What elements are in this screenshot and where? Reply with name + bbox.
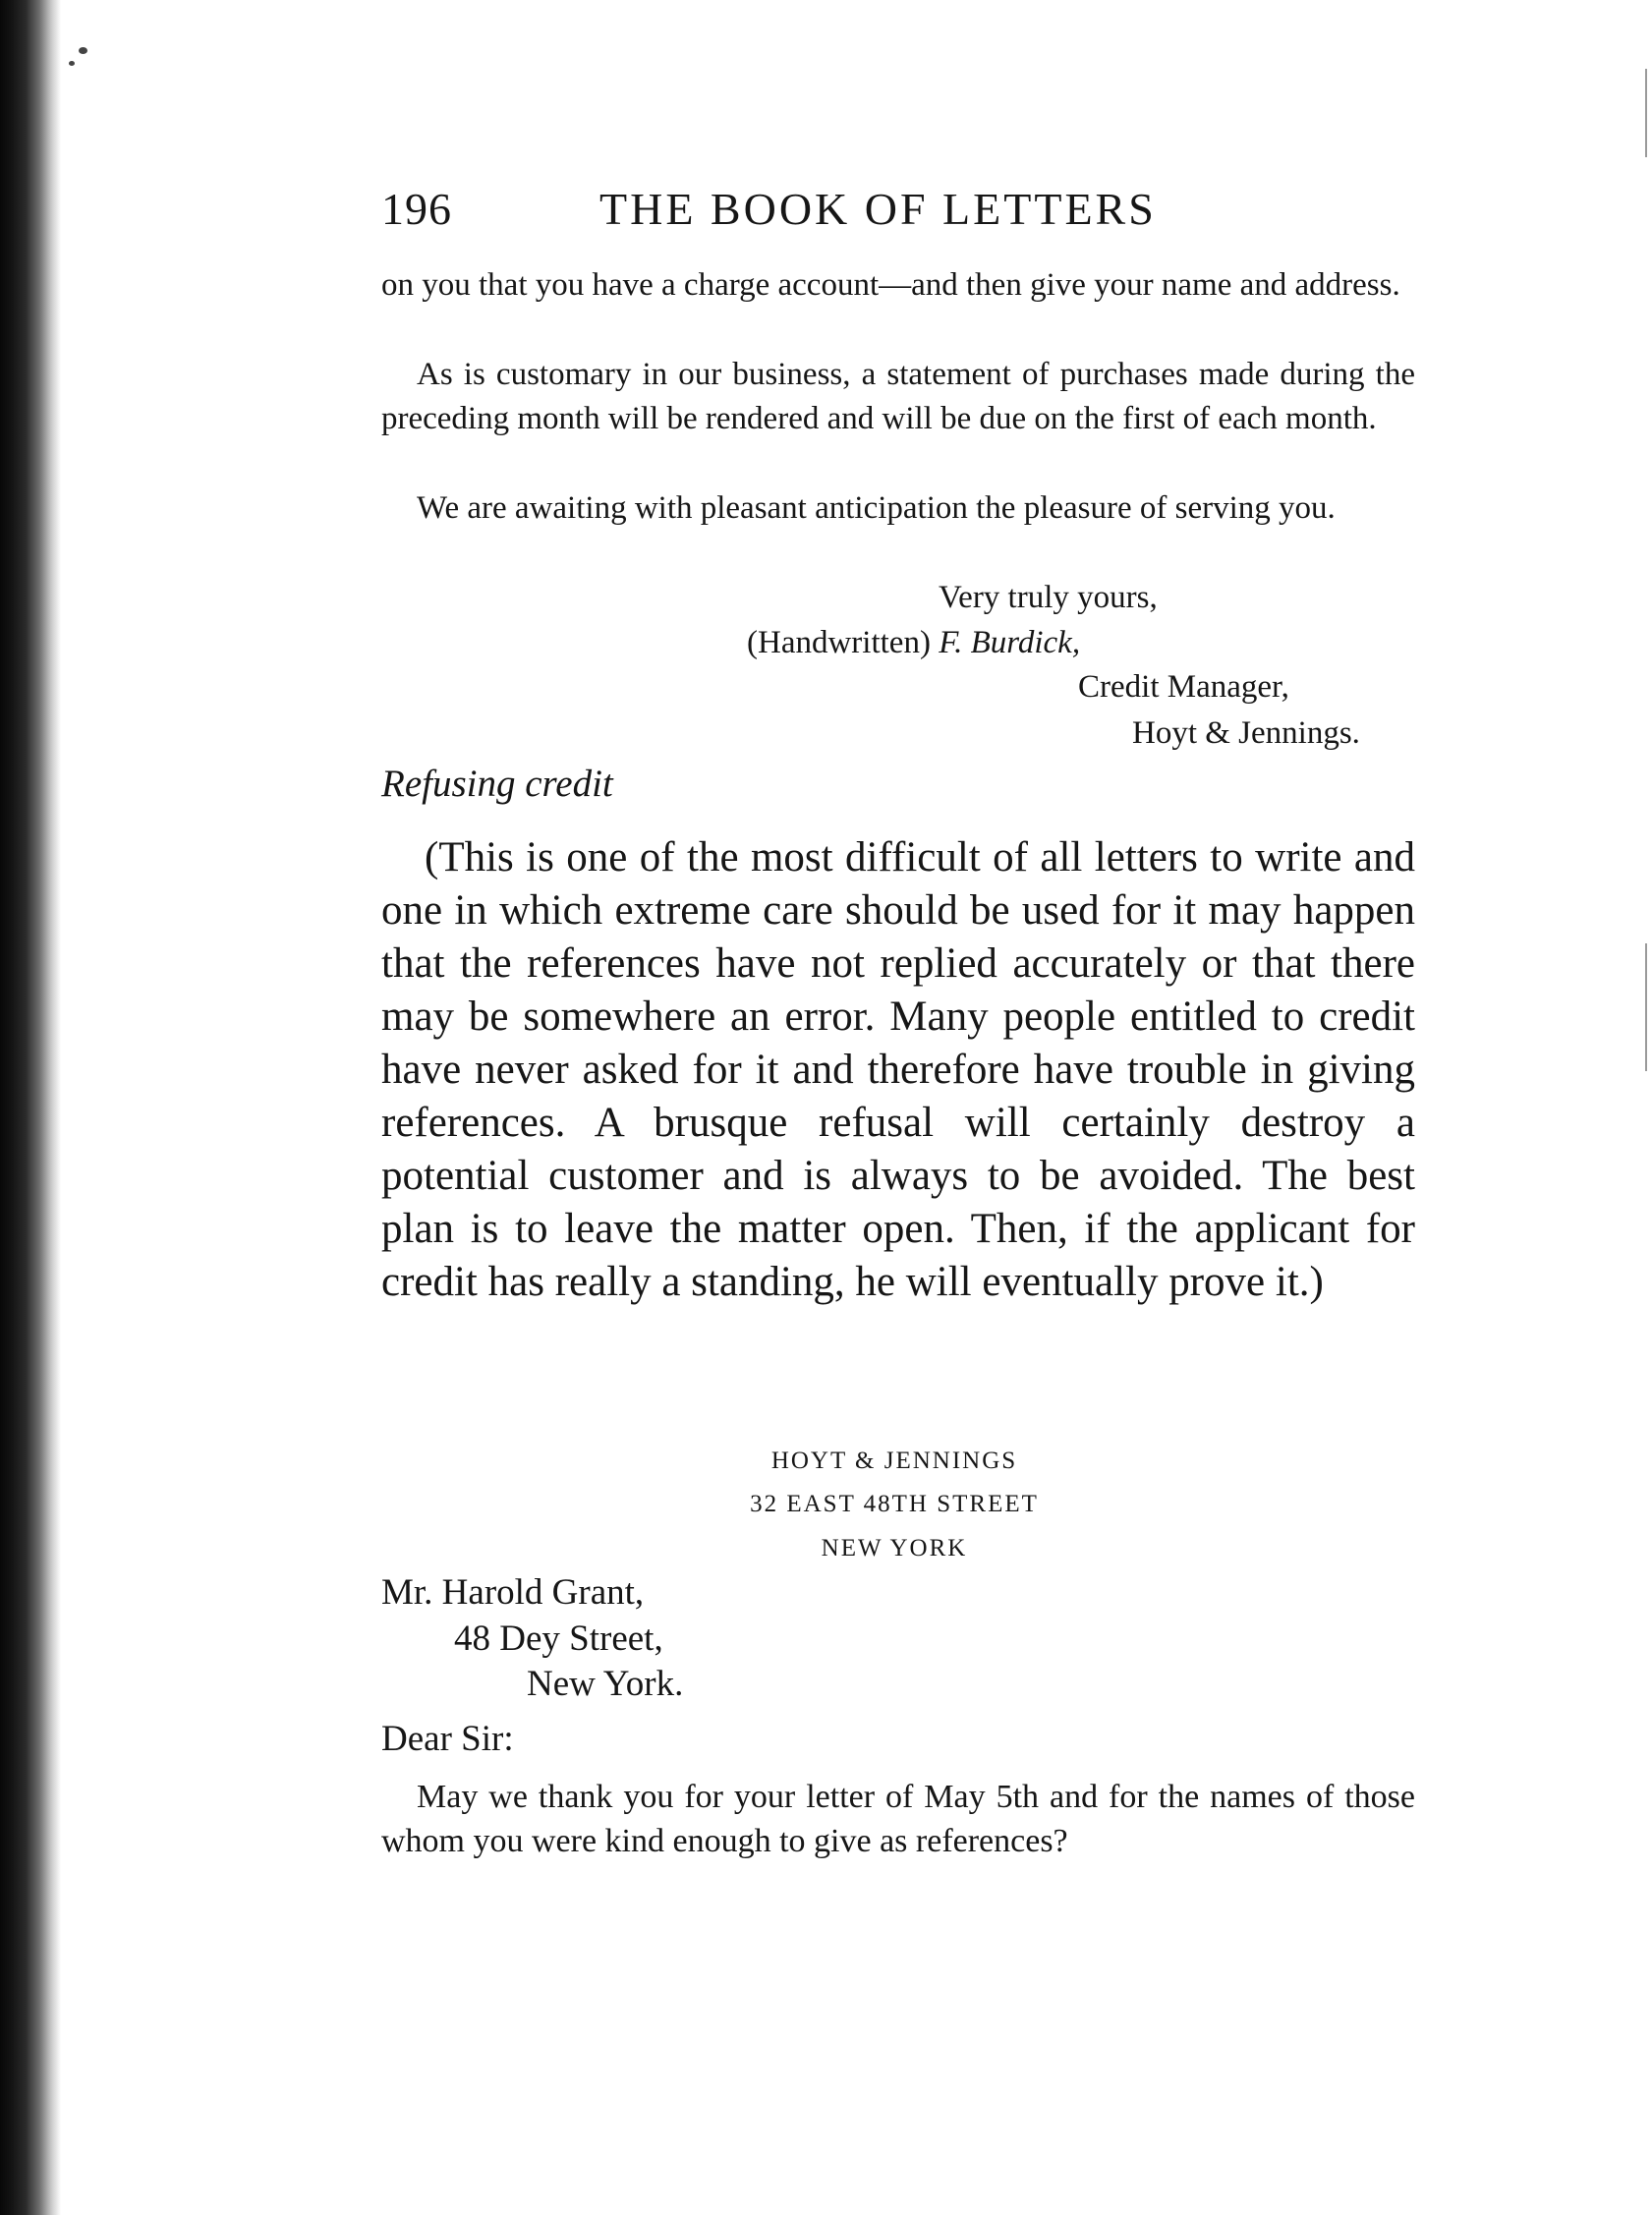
signature-line (747, 621, 1080, 665)
signature-company: Hoyt & Jennings. (1132, 715, 1360, 751)
letterhead-city: NEW YORK (821, 1535, 968, 1562)
editorial-note: (This is one of the most difficult of all letters to write and one in which extreme care should be used for it may happen that the references have not replied accurately or that there may be somewhere an error. Many people entitled to credit have never asked for it and therefore have trouble in giving references. A brusque refusal will certainly destroy a potential customer and is always to be avoided. The best plan is to leave the matter open. Then, if the applicant for credit has really a standing, he will eventually prove it.) (381, 834, 1415, 1305)
scan-edge-mark (1645, 69, 1647, 157)
complimentary-close: Very truly yours, (939, 580, 1158, 615)
scan-edge-mark (1645, 943, 1647, 1071)
recipient-street: 48 Dey Street, (454, 1619, 663, 1659)
running-head: THE BOOK OF LETTERS (599, 184, 1157, 234)
recipient-name: Mr. Harold Grant, (381, 1572, 645, 1613)
scan-gutter (0, 0, 61, 2215)
scan-speck (79, 47, 87, 54)
scan-speck (69, 61, 75, 66)
signature-name: F. Burdick, (939, 625, 1081, 660)
body-paragraph: As is customary in our business, a statement of purchases made during the preceding month will be rendered and will be due on the first of each month. (381, 357, 1415, 436)
letter-body: May we thank you for your letter of May 5th and for the names of those whom you were kind enough to give as references? (381, 1779, 1415, 1859)
page-number: 196 (381, 184, 452, 234)
signature-title: Credit Manager, (1078, 669, 1289, 705)
signature-note: (Handwritten) (747, 625, 931, 660)
salutation: Dear Sir: (381, 1719, 514, 1759)
body-paragraph: We are awaiting with pleasant anticipation the pleasure of serving you. (417, 490, 1336, 526)
page-header (381, 183, 1419, 242)
body-paragraph: on you that you have a charge account—and then give your name and address. (381, 267, 1400, 303)
letterhead-street: 32 EAST 48TH STREET (750, 1491, 1039, 1517)
letterhead-company: HOYT & JENNINGS (770, 1448, 1018, 1474)
section-heading: Refusing credit (381, 763, 613, 805)
recipient-city: New York. (527, 1664, 684, 1704)
